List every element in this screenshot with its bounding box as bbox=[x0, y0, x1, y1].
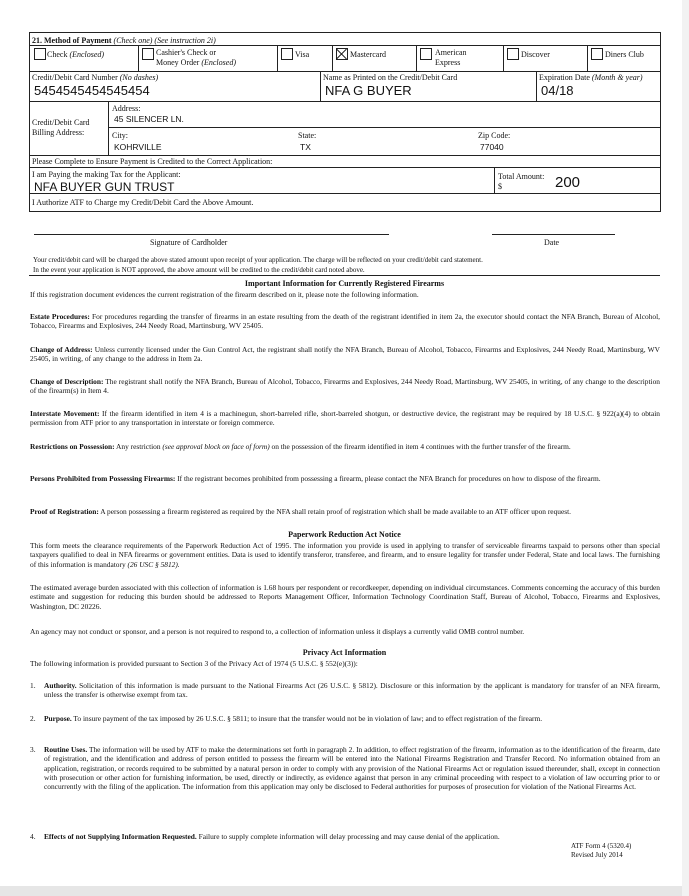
privacy-intro: The following information is provided pursuant to Section 3 of the Privacy Act of 1974 (5 U.S.C. § 552(e)(3)): bbox=[30, 659, 358, 668]
card-number-label: Credit/Debit Card Number (No dashes) bbox=[32, 73, 159, 82]
privacy-title: Privacy Act Information bbox=[302, 648, 387, 657]
scrollbar[interactable] bbox=[682, 0, 689, 896]
divider bbox=[587, 45, 588, 71]
important-title: Important Information for Currently Registered Firearms bbox=[244, 279, 445, 288]
divider bbox=[29, 71, 660, 72]
privacy-item-number: 2. bbox=[30, 714, 36, 723]
mastercard-checkbox[interactable] bbox=[336, 48, 348, 60]
zip-label: Zip Code: bbox=[478, 131, 511, 140]
address-field[interactable]: 45 SILENCER LN. bbox=[114, 114, 184, 124]
total-amount-field[interactable]: 200 bbox=[555, 174, 581, 191]
money-order-label: Money Order (Enclosed) bbox=[156, 58, 236, 67]
divider bbox=[332, 45, 333, 71]
divider bbox=[29, 101, 660, 102]
divider bbox=[29, 275, 660, 276]
divider bbox=[503, 45, 504, 71]
date-line[interactable] bbox=[492, 234, 615, 235]
diners-club-checkbox[interactable] bbox=[591, 48, 603, 60]
privacy-item-number: 4. bbox=[30, 832, 36, 841]
check-checkbox[interactable] bbox=[34, 48, 46, 60]
page-bottom-edge bbox=[0, 886, 682, 896]
card-name-field[interactable]: NFA G BUYER bbox=[325, 83, 412, 98]
visa-checkbox[interactable] bbox=[281, 48, 293, 60]
payment-title-note: (Check one) (See instruction 2i) bbox=[113, 36, 216, 45]
divider bbox=[277, 45, 278, 71]
state-label: State: bbox=[298, 131, 317, 140]
divider bbox=[416, 45, 417, 71]
signature-line[interactable] bbox=[34, 234, 389, 235]
change-of-address: Change of Address: Unless currently licensed under the Gun Control Act, the registrant shall notify the NFA Branch, Bureau of Alcohol, Tobacco, Firearms and Explosives, 244 Needy Road, Martinsburg, WV 25405, in writing, of any change to the address in Item 2a. bbox=[30, 345, 660, 364]
restrictions-on-possession: Restrictions on Possession: Any restriction (see approval block on face of form) on the possession of the firearm identified in item 4 continues with the further transfer of the firearm. bbox=[30, 442, 571, 451]
charge-note-1: Your credit/debit card will be charged the above stated amount upon receipt of your application. The charge will be reflected on your credit/debit card statement. bbox=[33, 256, 483, 264]
change-of-description: Change of Description: The registrant shall notify the NFA Branch, Bureau of Alcohol, Tobacco, Firearms and Explosives, 244 Needy Road, Martinsburg, WV 25405, in writing, of any change to the description of the firearm(s) in Item 4. bbox=[30, 377, 660, 396]
card-name-label: Name as Printed on the Credit/Debit Card bbox=[323, 73, 458, 82]
amex-label-2: Express bbox=[435, 58, 461, 67]
privacy-routine-uses: Routine Uses. The information will be used by ATF to make the determinations set forth in paragraph 2. In addition, to effect registration of the firearm, information as to the identification of the firearm, date of registration, and the identification and address of person entitled to possess the firearm will be entered into the National Firearms Registration and Transfer Record. No information obtained from an application, registration, or records required to be submitted by a natural person in order to comply with any provision of the National Firearms Act or regulation issued thereunder, shall, except in connection with prosecution or other action for furnishing information, be used, directly or indirectly, as evidence against that person in any criminal proceeding with respect to a violation of law occurring prior to or concurrently with the filing of the application. The information from this application may only be disclosed to Federal authorities for purposes of prosecution for violation of the National Firearms Act. bbox=[44, 745, 660, 792]
discover-checkbox[interactable] bbox=[507, 48, 519, 60]
important-intro: If this registration document evidences the current registration of the firearm described on it, please note the following information. bbox=[30, 290, 419, 299]
divider bbox=[29, 45, 660, 46]
total-amount-label: Total Amount: bbox=[498, 172, 545, 181]
authorize-text: I Authorize ATF to Charge my Credit/Debit Card the Above Amount. bbox=[32, 198, 254, 207]
privacy-item-number: 1. bbox=[30, 681, 36, 690]
state-field[interactable]: TX bbox=[300, 142, 311, 152]
visa-label: Visa bbox=[295, 50, 310, 59]
paperwork-para-1: This form meets the clearance requirements of the Paperwork Reduction Act of 1995. The information you provide is used in applying to transfer of serviceable firearms taxpaid to persons other than special taxpayers qualified to deal in NFA firearms or government entities. Data is used to identify transferor, transferee, and firearm, and to ensure legality for transfer under Federal, State and local laws. The furnishing of this information is mandatory (26 USC § 5812). bbox=[30, 541, 660, 569]
paying-field[interactable]: NFA BUYER GUN TRUST bbox=[34, 180, 175, 194]
estate-procedures: Estate Procedures: For procedures regarding the transfer of firearms in an estate resulting from the death of the registrant identified in item 2a, the executor should contact the NFA Branch, Bureau of Alcohol, Tobacco, Firearms and Explosives, 244 Needy Road, Martinsburg, WV 25405. bbox=[30, 312, 660, 331]
privacy-purpose: Purpose. To insure payment of the tax imposed by 26 U.S.C. § 5811; to insure that the transfer would not be in violation of law; and to effect registration of the firearm. bbox=[44, 714, 543, 723]
divider bbox=[138, 45, 139, 71]
zip-field[interactable]: 77040 bbox=[480, 142, 504, 152]
card-number-field[interactable]: 5454545454545454 bbox=[34, 83, 150, 98]
cashiers-check-checkbox[interactable] bbox=[142, 48, 154, 60]
address-label: Address: bbox=[112, 104, 141, 113]
privacy-item-number: 3. bbox=[30, 745, 36, 754]
date-label: Date bbox=[544, 238, 560, 247]
signature-label: Signature of Cardholder bbox=[150, 238, 228, 247]
divider bbox=[494, 167, 495, 193]
charge-note-2: In the event your application is NOT approved, the above amount will be credited to the credit/debit card noted above. bbox=[33, 266, 365, 274]
currency-symbol: $ bbox=[498, 182, 502, 191]
divider bbox=[536, 71, 537, 101]
persons-prohibited: Persons Prohibited from Possessing Firearms: If the registrant becomes prohibited from possessing a firearm, please contact the NFA Branch for procedures on how to dispose of the firearm. bbox=[30, 474, 601, 483]
discover-label: Discover bbox=[521, 50, 550, 59]
billing-label: Credit/Debit Card bbox=[32, 118, 90, 127]
cashiers-check-label: Cashier's Check or bbox=[156, 48, 217, 57]
divider bbox=[108, 101, 109, 155]
form-revision: Revised July 2014 bbox=[571, 851, 623, 859]
paperwork-para-2: The estimated average burden associated with this collection of information is 1.68 hours per respondent or recordkeeper, depending on individual circumstances. Comments concerning the accuracy of this burden estimate and suggestion for reducing this burden should be addressed to Reports Management Officer, Information Technology Coordination Staff, Bureau of Alcohol, Tobacco, Firearms and Explosives, Washington, DC 20226. bbox=[30, 583, 660, 611]
expiration-field[interactable]: 04/18 bbox=[541, 83, 574, 98]
interstate-movement: Interstate Movement: If the firearm identified in item 4 is a machinegun, short-barreled rifle, short-barreled shotgun, or destructive device, the registrant may be required by 18 U.S.C. § 922(a)(4) to obtain permission from ATF prior to any transportation in interstate or foreign commerce. bbox=[30, 409, 660, 428]
divider bbox=[29, 167, 660, 168]
proof-of-registration: Proof of Registration: A person possessing a firearm registered as required by the NFA shall retain proof of registration which shall be made available to an ATF officer upon request. bbox=[30, 507, 572, 516]
billing-label-2: Billing Address: bbox=[32, 128, 85, 137]
mastercard-label: Mastercard bbox=[350, 50, 386, 59]
diners-club-label: Diners Club bbox=[605, 50, 644, 59]
form-number: ATF Form 4 (5320.4) bbox=[571, 842, 632, 850]
city-field[interactable]: KOHRVILLE bbox=[114, 142, 162, 152]
privacy-authority: Authority. Solicitation of this information is made pursuant to the National Firearms Act (26 U.S.C. § 5812). Disclosure or this information by the applicant is mandatory for transfer of an NFA firearm, unless the transfer is otherwise exempt from tax. bbox=[44, 681, 660, 700]
amex-label: American bbox=[435, 48, 467, 57]
paperwork-title: Paperwork Reduction Act Notice bbox=[288, 530, 401, 539]
divider bbox=[29, 155, 660, 156]
expiration-label: Expiration Date (Month & year) bbox=[539, 73, 643, 82]
city-label: City: bbox=[112, 131, 129, 140]
amex-checkbox[interactable] bbox=[420, 48, 432, 60]
privacy-effects: Effects of not Supplying Information Requested. Failure to supply complete information will delay processing and may cause denial of the application. bbox=[44, 832, 500, 841]
payment-title: 21. Method of Payment (Check one) (See instruction 2i) bbox=[32, 36, 216, 45]
divider bbox=[108, 127, 660, 128]
divider bbox=[29, 193, 660, 194]
paying-label: I am Paying the making Tax for the Applicant: bbox=[32, 170, 181, 179]
complete-note: Please Complete to Ensure Payment is Credited to the Correct Application: bbox=[32, 157, 273, 166]
check-option-label: Check (Enclosed) bbox=[47, 50, 105, 59]
divider bbox=[320, 71, 321, 101]
paperwork-para-3: An agency may not conduct or sponsor, and a person is not required to respond to, a collection of information unless it displays a currently valid OMB control number. bbox=[30, 627, 525, 636]
